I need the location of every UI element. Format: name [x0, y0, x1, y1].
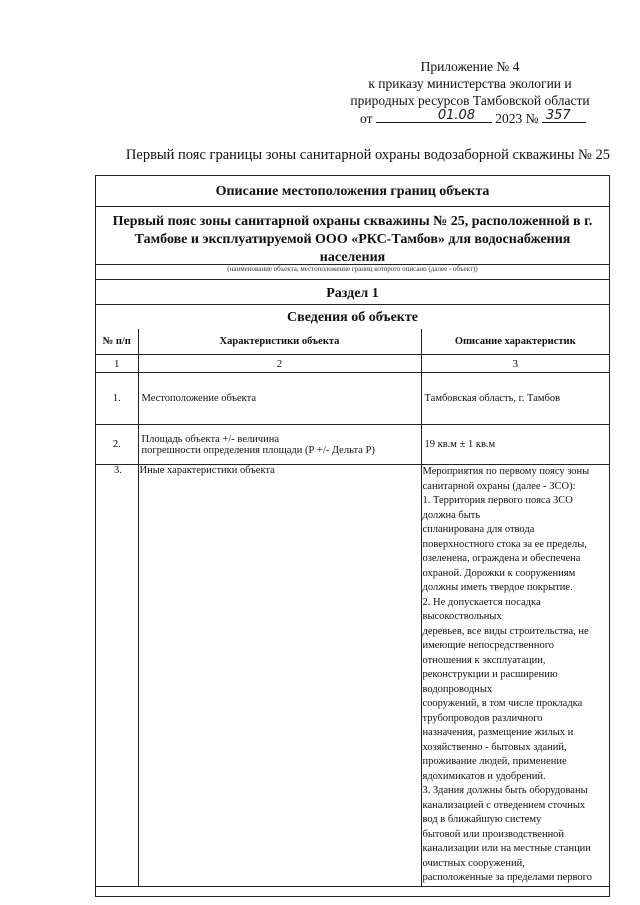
column-header-number: № п/п — [96, 329, 138, 355]
measures-line: ядохимикатов и удобрений. — [422, 770, 546, 782]
document-title: Первый пояс границы зоны санитарной охраны водозаборной скважины № 25 — [125, 147, 610, 163]
column-header-description: Описание характеристик — [421, 329, 609, 355]
measures-line: канализацией с отведением сточных — [422, 799, 586, 811]
object-name-note: (наименование объекта, местоположение границ которого описано (далее - объект)) — [227, 265, 478, 273]
measures-line: сооружений, в том числе прокладка — [422, 698, 583, 709]
measures-line: проживание людей, применение — [422, 756, 567, 767]
number-blank — [542, 109, 586, 123]
measures-line: очистных сооружений, — [422, 857, 525, 869]
measures-line: водопроводных — [422, 683, 493, 695]
measures-line: должна быть — [422, 509, 481, 521]
column-number: 2 — [138, 355, 421, 373]
table-header-row — [96, 329, 609, 355]
measures-line: санитарной охраны (далее - ЗСО): — [422, 480, 576, 492]
section-title: Раздел 1 — [326, 286, 379, 301]
measures-line: бытовой или производственной — [422, 828, 565, 840]
table-row — [96, 373, 609, 425]
measures-line: поверхностного стока за ее пределы, — [422, 538, 587, 550]
measures-line: канализации или на местные станции — [422, 843, 591, 854]
date-prefix: от — [360, 111, 373, 126]
row-number: 1. — [96, 373, 138, 425]
characteristic-line: Площадь объекта +/- величина — [141, 433, 280, 445]
column-number: 1 — [96, 355, 138, 373]
column-numbers-row — [96, 355, 609, 373]
measures-line: 3. Здания должны быть оборудованы — [422, 785, 588, 796]
measures-line: спланирована для отвода — [422, 524, 535, 535]
row-number: 3. — [96, 465, 138, 887]
measures-line: 1. Территория первого пояса ЗСО — [422, 495, 573, 506]
measures-line: вод в ближайшую систему — [422, 814, 542, 825]
row-characteristic: Местоположение объекта — [138, 373, 421, 425]
measures-line: расположенные за пределами первого — [422, 872, 592, 883]
row-description-measures — [421, 465, 609, 887]
boundary-description-form — [95, 175, 610, 897]
measures-line: трубопроводов различного — [422, 712, 543, 724]
measures-line: хозяйственно - бытовых зданий, — [422, 741, 567, 753]
row-number: 2. — [96, 425, 138, 465]
measures-line: отношения к эксплуатации, — [422, 654, 546, 666]
description-heading: Описание местоположения границ объекта — [215, 184, 490, 199]
appendix-header — [330, 58, 610, 127]
section-subtitle: Сведения об объекте — [287, 310, 418, 325]
row-characteristic — [138, 425, 421, 465]
measures-line: высокоствольных — [422, 611, 502, 622]
appendix-order-line: к приказу министерства экологии и — [368, 76, 572, 91]
column-number: 3 — [421, 355, 609, 373]
divider — [96, 206, 609, 207]
row-characteristic: Иные характеристики объекта — [138, 465, 421, 887]
year-number-label: 2023 № — [495, 111, 539, 126]
table-row — [96, 465, 609, 887]
measures-line: охраной. Дорожки к сооружениям — [422, 567, 576, 579]
characteristic-line: погрешности определения площади (Р +/- Дельта Р) — [141, 444, 375, 456]
measures-line: озеленена, ограждена и обеспечена — [422, 553, 581, 564]
measures-line: деревьев, все виды строительства, не — [422, 625, 589, 637]
appendix-ministry-line: природных ресурсов Тамбовской области — [350, 93, 590, 108]
handwritten-number: 357 — [545, 108, 571, 123]
measures-line: 2. Не допускается посадка — [422, 596, 541, 608]
measures-line: назначения, размещение жилых и — [422, 727, 574, 738]
divider — [96, 304, 609, 305]
object-info-table — [96, 329, 609, 887]
object-name: Первый пояс зоны санитарной охраны скважины № 25, расположенной в г. Тамбове и эксплуатируемой ООО «РКС-Тамбов» для водоснабжения населения — [112, 214, 593, 265]
appendix-title: Приложение № 4 — [420, 59, 520, 74]
divider — [96, 279, 609, 280]
row-description: Тамбовская область, г. Тамбов — [421, 373, 609, 425]
measures-line: должны иметь твердое покрытие. — [422, 582, 573, 593]
row-description: 19 кв.м ± 1 кв.м — [421, 425, 609, 465]
date-blank — [376, 109, 492, 123]
measures-line: имеющие непосредственного — [422, 640, 555, 651]
measures-line: Мероприятия по первому поясу зоны — [422, 466, 590, 477]
table-row — [96, 425, 609, 465]
appendix-date-line — [330, 109, 610, 127]
column-header-characteristic: Характеристики объекта — [138, 329, 421, 355]
handwritten-date: 01.08 — [437, 108, 476, 123]
measures-line: реконструкции и расширению — [422, 669, 558, 680]
